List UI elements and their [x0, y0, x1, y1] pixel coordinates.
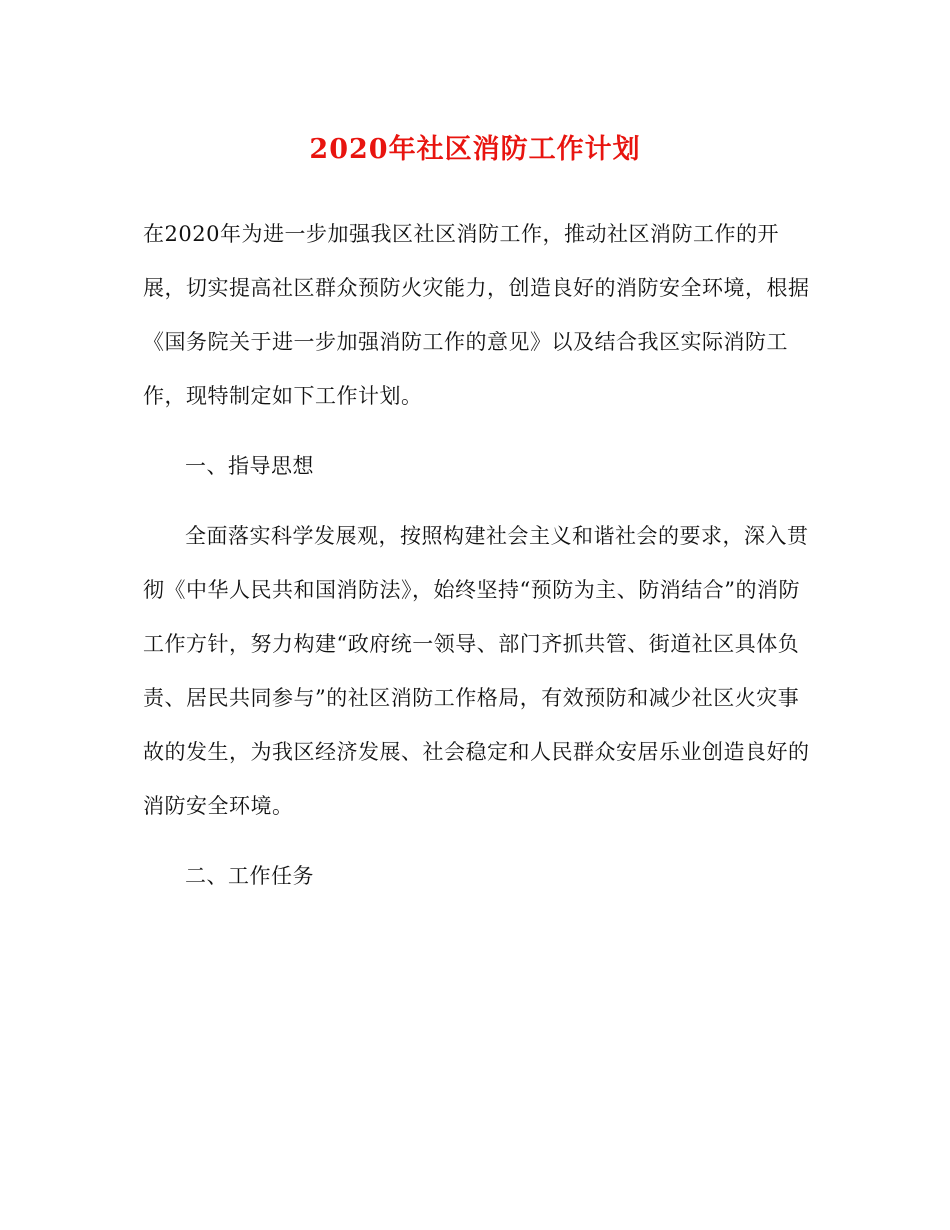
guiding-ideology-paragraph: 全面落实科学发展观，按照构建社会主义和谐社会的要求，深入贯彻《中华人民共和国消防法》，始终坚持“预防为主、防消结合”的消防工作方针，努力构建“政府统一领导、部门齐抓共管、街道社区具体负责、居民共同参与”的社区消防工作格局，有效预防和减少社区火灾事故的发生，为我区经济发展、社会稳定和人民群众安居乐业创造良好的消防安全环境。 [143, 524, 810, 818]
section-heading-work-tasks: 二、工作任务 [185, 864, 314, 888]
document-body [143, 207, 811, 919]
section-heading-guiding-ideology: 一、指导思想 [185, 454, 314, 478]
intro-paragraph: 在2020年为进一步加强我区社区消防工作，推动社区消防工作的开展，切实提高社区群众预防火灾能力，创造良好的消防安全环境，根据《国务院关于进一步加强消防工作的意见》以及结合我区实际消防工作，现特制定如下工作计划。 [143, 222, 810, 408]
document-title: 2020年社区消防工作计划 [309, 134, 641, 165]
